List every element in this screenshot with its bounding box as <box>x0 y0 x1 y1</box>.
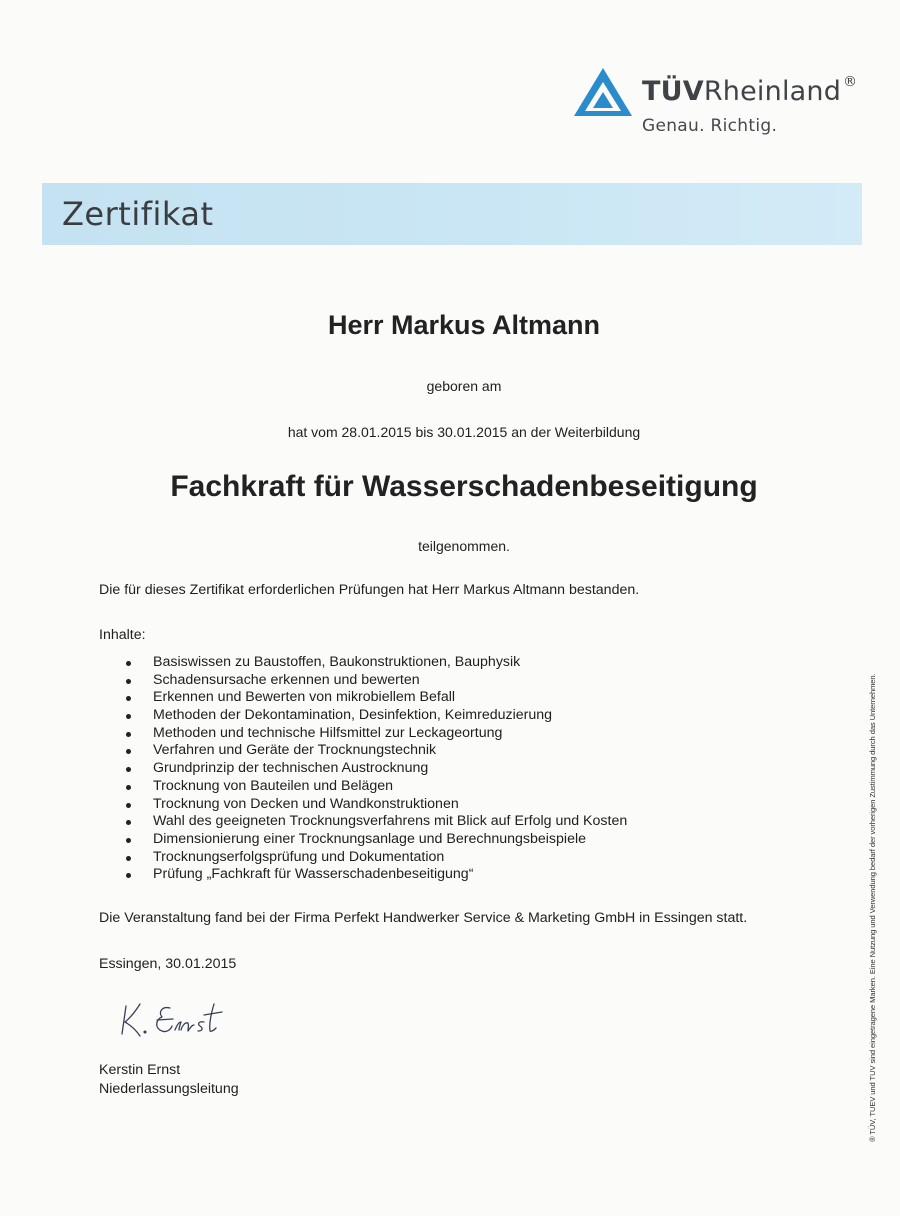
contents-list <box>124 654 627 884</box>
list-item: Schadensursache erkennen und bewerten <box>124 672 627 690</box>
list-item: Trocknung von Decken und Wandkonstruktionen <box>124 796 627 814</box>
event-statement: Die Veranstaltung fand bei der Firma Perfekt Handwerker Service & Marketing GmbH in Essingen statt. <box>99 910 748 926</box>
birth-line: geboren am <box>426 378 502 394</box>
list-item: Verfahren und Geräte der Trocknungstechnik <box>124 742 627 760</box>
list-item: Dimensionierung einer Trocknungsanlage und Berechnungsbeispiele <box>124 831 627 849</box>
list-item: Methoden der Dekontamination, Desinfektion, Keimreduzierung <box>124 707 627 725</box>
exam-statement: Die für dieses Zertifikat erforderlichen Prüfungen hat Herr Markus Altmann bestanden. <box>99 582 640 598</box>
signer-name: Kerstin Ernst <box>99 1062 181 1078</box>
page-title: Zertifikat <box>62 195 214 233</box>
brand-name <box>642 76 857 107</box>
list-item: Trocknungserfolgsprüfung und Dokumentation <box>124 849 627 867</box>
list-item: Wahl des geeigneten Trocknungsverfahrens mit Blick auf Erfolg und Kosten <box>124 813 627 831</box>
contents-label: Inhalte: <box>99 627 146 643</box>
registered-mark: ® <box>843 74 858 90</box>
list-item: Basiswissen zu Baustoffen, Baukonstruktionen, Bauphysik <box>124 654 627 672</box>
signer-role: Niederlassungsleitung <box>99 1081 239 1097</box>
list-item: Methoden und technische Hilfsmittel zur Leckageortung <box>124 725 627 743</box>
list-item: Trocknung von Bauteilen und Belägen <box>124 778 627 796</box>
tuv-rheinland-logo <box>572 64 872 144</box>
list-item: Prüfung „Fachkraft für Wasserschadenbeseitigung“ <box>124 866 627 884</box>
brand-light: Rheinland <box>703 76 842 107</box>
course-title: Fachkraft für Wasserschadenbeseitigung <box>170 470 758 503</box>
handwritten-signature <box>118 998 238 1040</box>
participation-text: teilgenommen. <box>418 538 510 554</box>
trademark-footnote: ® TÜV, TUEV und TUV sind eingetragene Marken. Eine Nutzung und Verwendung bedarf der vorherigen Zustimmung durch das Unternehmen. <box>868 673 877 1142</box>
brand-bold: TÜV <box>642 76 704 107</box>
list-item: Grundprinzip der technischen Austrocknung <box>124 760 627 778</box>
list-item: Erkennen und Bewerten von mikrobiellem Befall <box>124 689 627 707</box>
training-period: hat vom 28.01.2015 bis 30.01.2015 an der Weiterbildung <box>287 424 641 440</box>
tuv-triangle-icon <box>572 66 634 120</box>
recipient-name: Herr Markus Altmann <box>327 310 601 340</box>
place-and-date: Essingen, 30.01.2015 <box>99 956 237 972</box>
header-band <box>42 183 862 245</box>
brand-slogan: Genau. Richtig. <box>642 116 778 136</box>
